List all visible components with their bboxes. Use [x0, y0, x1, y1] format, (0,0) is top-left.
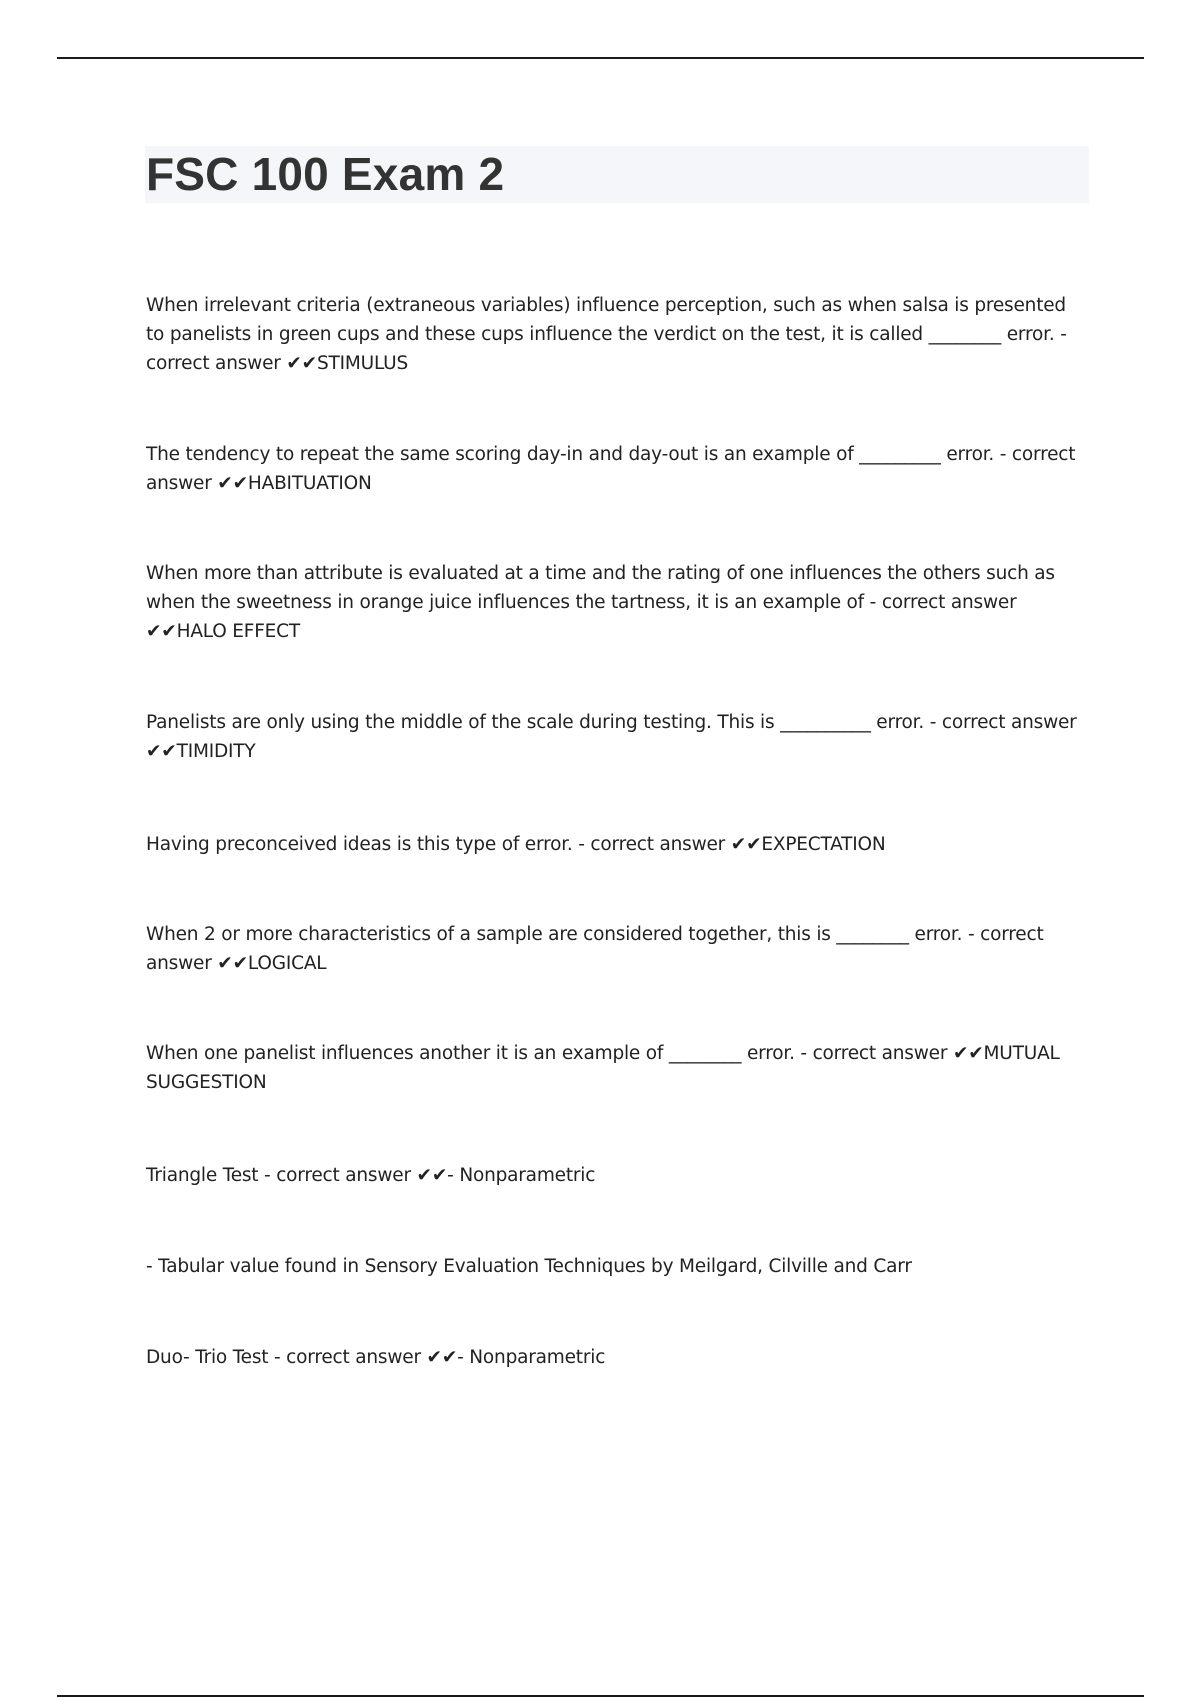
tabular-value-note: - Tabular value found in Sensory Evaluation Techniques by Meilgard, Cilville and Carr	[146, 1256, 912, 1277]
question-logical: When 2 or more characteristics of a sample are considered together, this is ________ error. - correct answer ✔✔LOGICAL	[146, 924, 1044, 974]
question-habituation: The tendency to repeat the same scoring day-in and day-out is an example of _________ error. - correct answer ✔✔HABITUATION	[146, 444, 1076, 494]
question-timidity: Panelists are only using the middle of the scale during testing. This is __________ error. - correct answer ✔✔TIMIDITY	[146, 712, 1077, 762]
top-rule	[57, 57, 1144, 59]
question-expectation: Having preconceived ideas is this type of error. - correct answer ✔✔EXPECTATION	[146, 834, 886, 855]
bottom-rule	[57, 1695, 1144, 1697]
question-triangle-test: Triangle Test - correct answer ✔✔- Nonparametric	[146, 1165, 596, 1186]
document-title: FSC 100 Exam 2	[146, 148, 505, 200]
question-halo-effect: When more than attribute is evaluated at a time and the rating of one influences the others such as when the sweetness in orange juice influences the tartness, it is an example of - correct answer ✔✔HALO EFFECT	[146, 563, 1055, 642]
question-stimulus: When irrelevant criteria (extraneous variables) influence perception, such as when salsa is presented to panelists in green cups and these cups influence the verdict on the test, it is called ________ error. - correct answer ✔✔STIMULUS	[146, 295, 1067, 374]
question-duo-trio-test: Duo- Trio Test - correct answer ✔✔- Nonparametric	[146, 1347, 606, 1368]
question-mutual-suggestion: When one panelist influences another it is an example of ________ error. - correct answer ✔✔MUTUAL SUGGESTION	[146, 1043, 1060, 1093]
